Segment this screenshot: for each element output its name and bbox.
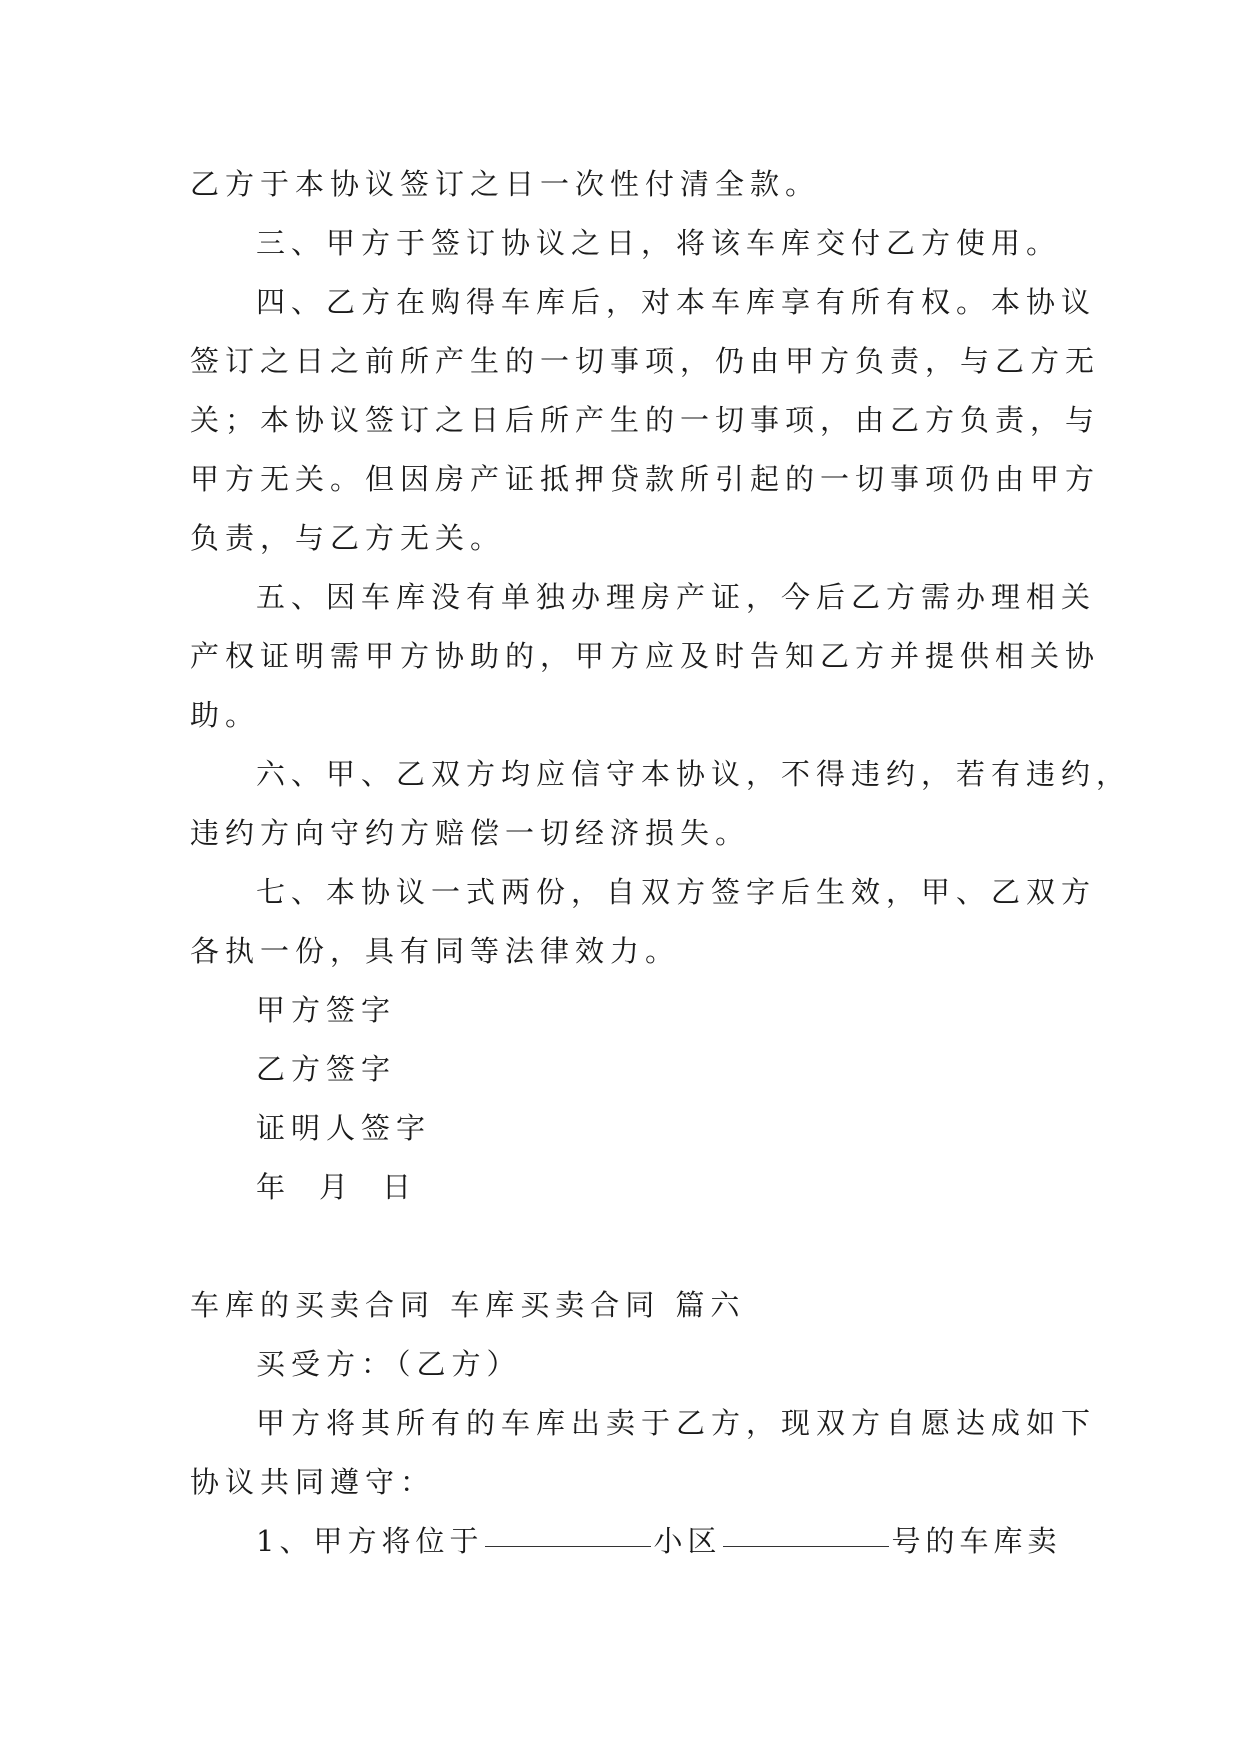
clause-6-line: 六、甲、乙双方均应信守本协议，不得违约，若有违约， [256, 757, 1132, 791]
clause-7-line: 七、本协议一式两份，自双方签字后生效，甲、乙双方 [256, 875, 1097, 909]
section-heading: 车库的买卖合同 车库买卖合同 篇六 [190, 1288, 746, 1322]
clause-5-line: 助。 [190, 698, 261, 732]
clause-4-line: 四、乙方在购得车库后，对本车库享有所有权。本协议 [256, 285, 1097, 319]
clause-6-line: 违约方向守约方赔偿一切经济损失。 [190, 816, 751, 850]
blank-line-number [723, 1545, 889, 1547]
party-a-signature: 甲方签字 [256, 993, 397, 1027]
clause-4-line: 关；本协议签订之日后所产生的一切事项，由乙方负责，与 [190, 403, 1101, 437]
clause-1-mid: 小区 [653, 1524, 722, 1558]
party-b-signature: 乙方签字 [256, 1052, 397, 1086]
clause-1-prefix: 1、甲方将位于 [256, 1524, 484, 1558]
intro-line: 甲方将其所有的车库出卖于乙方，现双方自愿达成如下 [256, 1406, 1097, 1440]
clause-5-line: 五、因车库没有单独办理房产证，今后乙方需办理相关 [256, 580, 1097, 614]
date-year: 年 [256, 1170, 292, 1204]
blank-line-community [485, 1545, 651, 1547]
date-day: 日 [382, 1170, 418, 1204]
date-month: 月 [319, 1170, 355, 1204]
signature-date [190, 1158, 1050, 1217]
clause-4-line: 甲方无关。但因房产证抵押贷款所引起的一切事项仍由甲方 [190, 462, 1101, 496]
document-page [190, 155, 1132, 1571]
clause-3: 三、甲方于签订协议之日，将该车库交付乙方使用。 [256, 226, 1062, 260]
intro-line: 协议共同遵守： [190, 1465, 436, 1499]
clause-4-line: 签订之日之前所产生的一切事项，仍由甲方负责，与乙方无 [190, 344, 1101, 378]
clause-5-line: 产权证明需甲方协助的，甲方应及时告知乙方并提供相关协 [190, 639, 1101, 673]
clause-7-line: 各执一份，具有同等法律效力。 [190, 934, 681, 968]
section-spacer [190, 1217, 1050, 1276]
clause-4-line: 负责，与乙方无关。 [190, 521, 506, 555]
clause-1-suffix: 号的车库卖 [891, 1524, 1062, 1558]
clause-1-line [190, 1512, 1062, 1571]
buyer-line: 买受方：（乙方） [256, 1347, 522, 1381]
witness-signature: 证明人签字 [256, 1111, 432, 1145]
paragraph-line: 乙方于本协议签订之日一次性付清全款。 [190, 167, 821, 201]
